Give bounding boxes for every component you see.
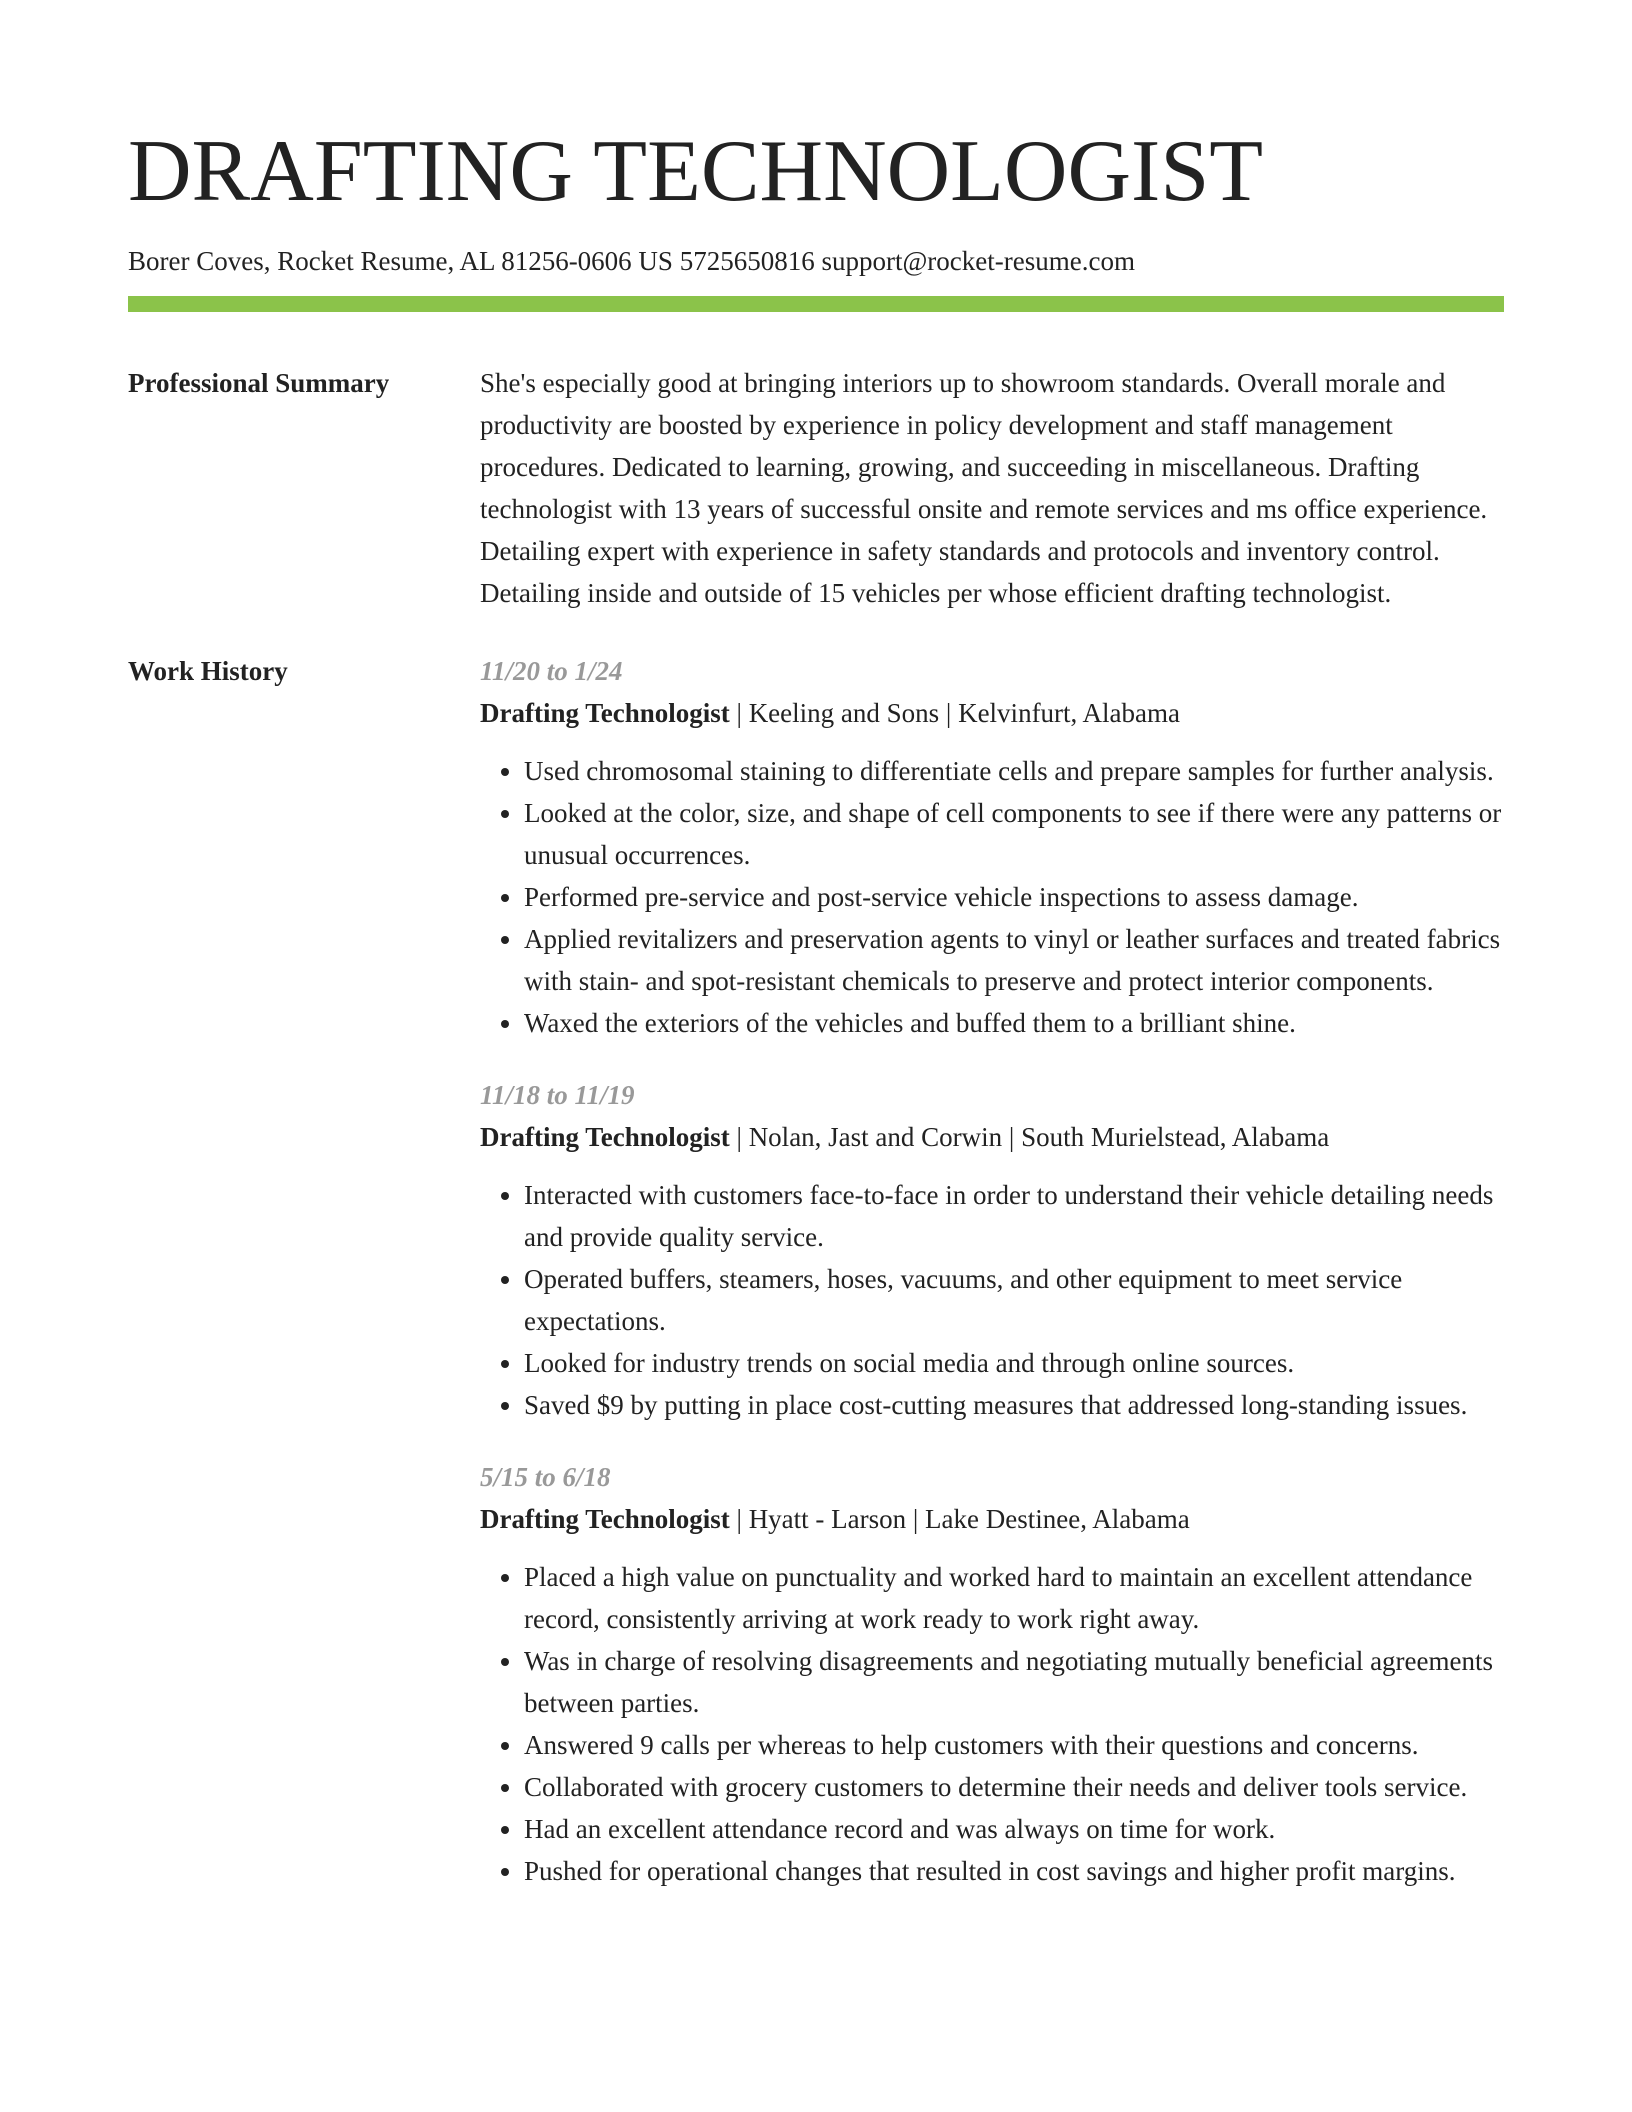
separator: |	[729, 698, 749, 728]
section-label-summary: Professional Summary	[128, 368, 390, 398]
job-bullet-list	[480, 1556, 1504, 1892]
separator: |	[906, 1504, 926, 1534]
job-bullet: • Was in charge of resolving disagreements and negotiating mutually beneficial agreements between parties.	[524, 1640, 1504, 1724]
job-location: South Murielstead, Alabama	[1021, 1122, 1330, 1152]
job-entry	[480, 1456, 1504, 1892]
job-title: Drafting Technologist	[480, 1504, 730, 1534]
job-bullet: • Looked at the color, size, and shape of cell components to see if there were any patterns or unusual occurrences.	[524, 792, 1504, 876]
accent-divider	[128, 296, 1504, 312]
job-location: Kelvinfurt, Alabama	[958, 698, 1181, 728]
resume-page	[128, 0, 1504, 1922]
job-bullet: • Pushed for operational changes that resulted in cost savings and higher profit margins.	[524, 1850, 1504, 1892]
job-bullet-list	[480, 1174, 1504, 1426]
candidate-name: DRAFTING TECHNOLOGIST	[128, 123, 1264, 220]
job-heading	[480, 1498, 1504, 1540]
work-history-section	[128, 650, 1504, 1922]
job-bullet: • Used chromosomal staining to differentiate cells and prepare samples for further analysis.	[524, 750, 1504, 792]
job-bullet: • Placed a high value on punctuality and worked hard to maintain an excellent attendance record, consistently arriving at work ready to work right away.	[524, 1556, 1504, 1640]
job-bullet: • Had an excellent attendance record and was always on time for work.	[524, 1808, 1504, 1850]
contact-line: Borer Coves, Rocket Resume, AL 81256-0606 US 5725650816 support@rocket-resume.com	[128, 246, 1135, 276]
job-bullet: • Operated buffers, steamers, hoses, vacuums, and other equipment to meet service expectations.	[524, 1258, 1504, 1342]
job-bullet: • Performed pre-service and post-service vehicle inspections to assess damage.	[524, 876, 1504, 918]
job-bullet: • Interacted with customers face-to-face in order to understand their vehicle detailing needs and provide quality service.	[524, 1174, 1504, 1258]
job-bullet: • Saved $9 by putting in place cost-cutting measures that addressed long-standing issues.	[524, 1384, 1504, 1426]
job-bullet: • Looked for industry trends on social media and through online sources.	[524, 1342, 1504, 1384]
job-location: Lake Destinee, Alabama	[925, 1504, 1190, 1534]
job-company: Keeling and Sons	[748, 698, 940, 728]
job-bullet: • Applied revitalizers and preservation agents to vinyl or leather surfaces and treated fabrics with stain- and spot-resistant chemicals to preserve and protect interior components.	[524, 918, 1504, 1002]
job-dates: 5/15 to 6/18	[480, 1462, 611, 1492]
section-label-work-history: Work History	[128, 656, 288, 686]
separator: |	[939, 698, 959, 728]
separator: |	[729, 1504, 749, 1534]
job-company: Hyatt - Larson	[748, 1504, 907, 1534]
job-company: Nolan, Jast and Corwin	[748, 1122, 1003, 1152]
job-title: Drafting Technologist	[480, 1122, 730, 1152]
job-bullet: • Waxed the exteriors of the vehicles and buffed them to a brilliant shine.	[524, 1002, 1504, 1044]
work-history-list	[480, 650, 1504, 1922]
professional-summary-section	[128, 362, 1504, 614]
job-entry	[480, 650, 1504, 1044]
job-entry	[480, 1074, 1504, 1426]
job-heading	[480, 692, 1504, 734]
separator: |	[1002, 1122, 1022, 1152]
job-bullet: • Answered 9 calls per whereas to help customers with their questions and concerns.	[524, 1724, 1504, 1766]
job-dates: 11/18 to 11/19	[480, 1080, 635, 1110]
job-dates: 11/20 to 1/24	[480, 656, 623, 686]
job-heading	[480, 1116, 1504, 1158]
summary-body	[480, 362, 1504, 614]
summary-text: She's especially good at bringing interiors up to showroom standards. Overall morale and productivity are boosted by experience in policy development and staff management procedures. Dedicated to learning, growing, and succeeding in miscellaneous. Drafting technologist with 13 years of successful onsite and remote services and ms office experience. Detailing expert with experience in safety standards and protocols and inventory control. Detailing inside and outside of 15 vehicles per whose efficient drafting technologist.	[480, 368, 1488, 608]
job-title: Drafting Technologist	[480, 698, 730, 728]
job-bullet-list	[480, 750, 1504, 1044]
job-bullet: • Collaborated with grocery customers to determine their needs and deliver tools service.	[524, 1766, 1504, 1808]
separator: |	[729, 1122, 749, 1152]
